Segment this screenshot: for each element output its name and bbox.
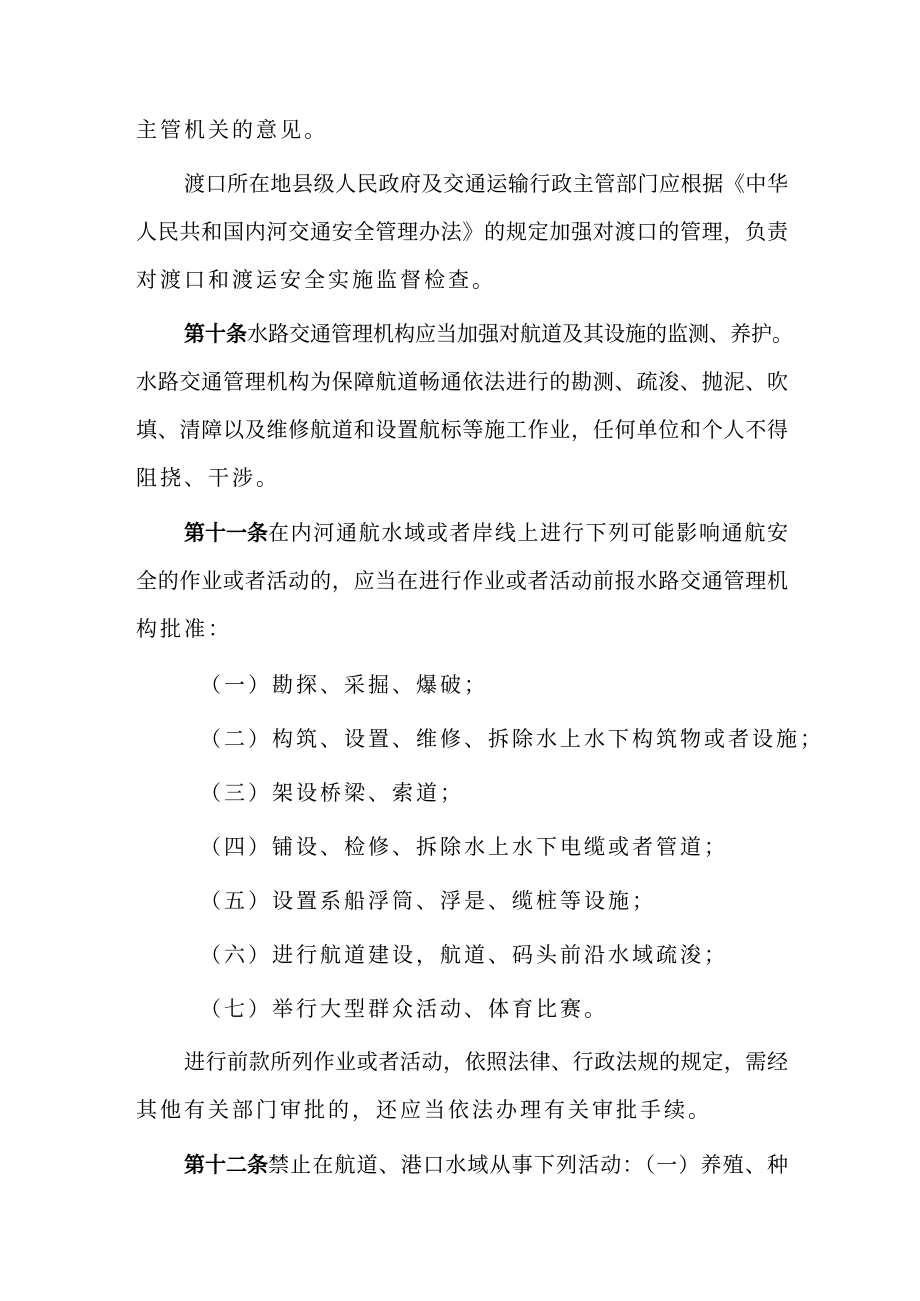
article-11-line — [184, 518, 788, 548]
paragraph-line: 构批准： — [136, 617, 232, 641]
paragraph-line: 主管机关的意见。 — [136, 118, 328, 142]
paragraph-line: 进行前款所列作业或者活动，依照法律、行政法规的规定，需经 — [184, 1050, 788, 1074]
list-item: （二）构筑、设置、维修、拆除水上水下构筑物或者设施； — [200, 727, 824, 751]
paragraph-line: 水路交通管理机构应当加强对航道及其设施的监测、养护。 — [247, 322, 793, 346]
list-item: （六）进行航道建设，航道、码头前沿水域疏浚； — [200, 943, 728, 967]
list-item: （一）勘探、采掘、爆破； — [200, 673, 488, 697]
list-item: （四）铺设、检修、拆除水上水下电缆或者管道； — [200, 835, 728, 859]
paragraph-line: 禁止在航道、港口水域从事下列活动：（一）养殖、种 — [268, 1153, 788, 1177]
list-item: （三）架设桥梁、索道； — [200, 781, 464, 805]
paragraph-line: 水路交通管理机构为保障航道畅通依法进行的勘测、疏浚、抛泥、吹 — [136, 370, 788, 394]
paragraph-line: 在内河通航水域或者岸线上进行下列可能影响通航安 — [268, 521, 788, 545]
paragraph-line: 阻挠、干涉。 — [136, 466, 280, 490]
article-12-line — [184, 1150, 788, 1180]
paragraph-line: 其他有关部门审批的，还应当依法办理有关审批手续。 — [136, 1098, 712, 1122]
paragraph-line: 全的作业或者活动的，应当在进行作业或者活动前报水路交通管理机 — [136, 569, 788, 593]
list-item: （五）设置系船浮筒、浮是、缆桩等设施； — [200, 889, 656, 913]
list-item: （七）举行大型群众活动、体育比赛。 — [200, 997, 608, 1021]
article-12-title: 第十二条 — [184, 1152, 268, 1177]
article-10-line — [184, 319, 793, 349]
article-10-title: 第十条 — [184, 321, 247, 346]
article-11-title: 第十一条 — [184, 520, 268, 545]
paragraph-line: 对渡口和渡运安全实施监督检查。 — [136, 268, 496, 292]
paragraph-line: 人民共和国内河交通安全管理办法》的规定加强对渡口的管理，负责 — [136, 220, 788, 244]
paragraph-line: 填、清障以及维修航道和设置航标等施工作业，任何单位和个人不得 — [136, 418, 788, 442]
paragraph-line: 渡口所在地县级人民政府及交通运输行政主管部门应根据《中华 — [184, 172, 788, 196]
